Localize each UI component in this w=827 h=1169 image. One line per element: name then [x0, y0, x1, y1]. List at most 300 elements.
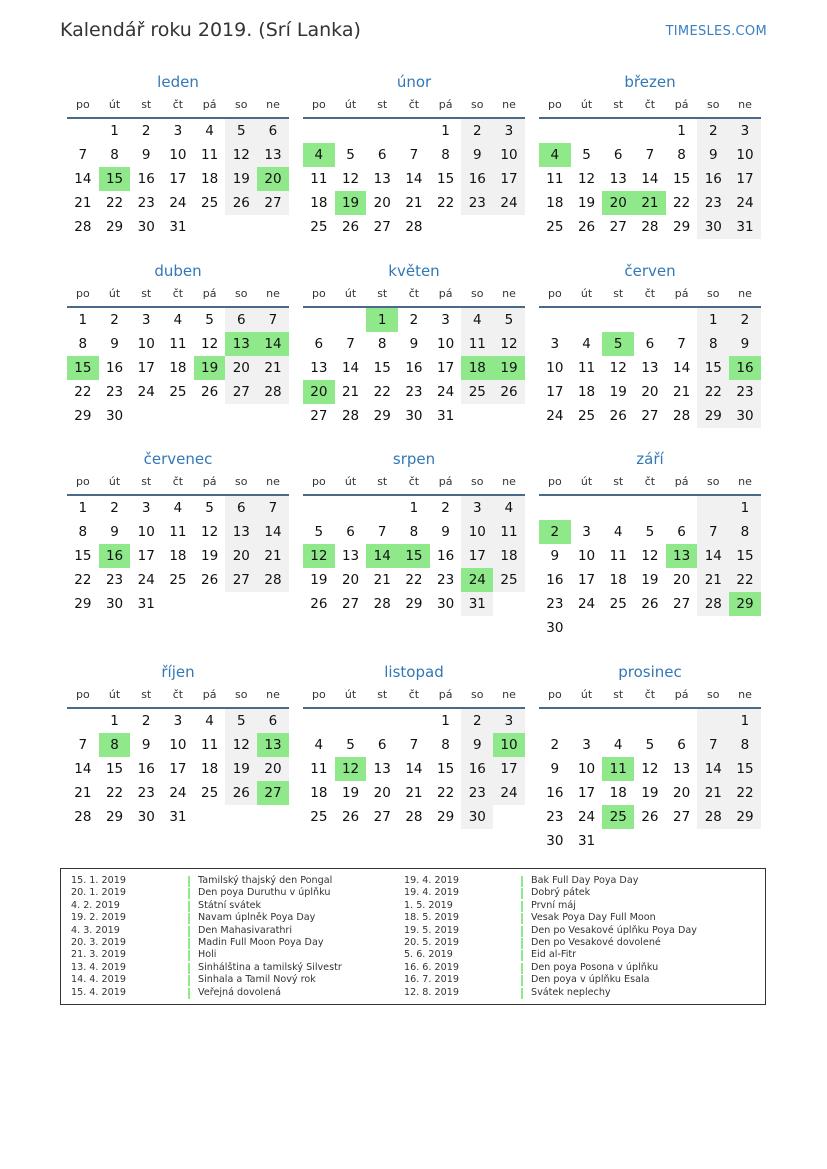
- day-cell[interactable]: 10: [461, 520, 493, 544]
- day-cell[interactable]: 20: [673, 572, 691, 588]
- day-cell[interactable]: 10: [546, 360, 564, 376]
- day-cell[interactable]: 10: [169, 147, 187, 163]
- holiday-day-cell[interactable]: 12: [303, 544, 335, 568]
- day-cell[interactable]: 14: [257, 520, 289, 544]
- day-cell[interactable]: 31: [437, 408, 455, 424]
- day-cell[interactable]: 19: [641, 785, 659, 801]
- day-cell[interactable]: 26: [609, 408, 627, 424]
- day-cell[interactable]: 26: [310, 596, 328, 612]
- day-cell[interactable]: 3: [173, 713, 183, 729]
- day-cell[interactable]: 6: [377, 147, 387, 163]
- day-cell[interactable]: 28: [641, 219, 659, 235]
- day-cell[interactable]: 28: [341, 408, 360, 424]
- day-cell[interactable]: 6: [677, 524, 686, 540]
- day-cell[interactable]: 2: [461, 119, 493, 143]
- day-cell[interactable]: 24: [493, 191, 525, 215]
- day-cell[interactable]: 7: [257, 308, 289, 332]
- day-cell[interactable]: 17: [729, 167, 761, 191]
- day-cell[interactable]: 24: [137, 384, 155, 400]
- day-cell[interactable]: 19: [609, 384, 627, 400]
- day-cell[interactable]: 30: [461, 805, 493, 829]
- day-cell[interactable]: 1: [677, 123, 686, 139]
- day-cell[interactable]: 23: [437, 572, 455, 588]
- day-cell[interactable]: 23: [461, 191, 493, 215]
- day-cell[interactable]: 19: [577, 195, 596, 211]
- day-cell[interactable]: 12: [225, 143, 257, 167]
- day-cell[interactable]: 7: [78, 147, 88, 163]
- day-cell[interactable]: 21: [341, 384, 360, 400]
- day-cell[interactable]: 7: [78, 737, 88, 753]
- day-cell[interactable]: 30: [137, 809, 155, 825]
- day-cell[interactable]: 12: [201, 336, 219, 352]
- day-cell[interactable]: 10: [493, 143, 525, 167]
- day-cell[interactable]: 19: [225, 757, 257, 781]
- day-cell[interactable]: 20: [341, 572, 360, 588]
- holiday-day-cell[interactable]: 18: [461, 356, 493, 380]
- day-cell[interactable]: 6: [645, 336, 655, 352]
- day-cell[interactable]: 6: [257, 709, 289, 733]
- day-cell[interactable]: 24: [169, 195, 187, 211]
- day-cell[interactable]: 1: [78, 312, 88, 328]
- day-cell[interactable]: 18: [577, 384, 596, 400]
- day-cell[interactable]: 6: [314, 336, 324, 352]
- holiday-day-cell[interactable]: 20: [303, 380, 335, 404]
- day-cell[interactable]: 14: [341, 360, 360, 376]
- day-cell[interactable]: 21: [405, 785, 423, 801]
- day-cell[interactable]: 11: [546, 171, 564, 187]
- day-cell[interactable]: 22: [105, 785, 124, 801]
- day-cell[interactable]: 25: [169, 384, 187, 400]
- day-cell[interactable]: 21: [697, 568, 729, 592]
- day-cell[interactable]: 15: [729, 544, 761, 568]
- holiday-day-cell[interactable]: 15: [398, 544, 430, 568]
- day-cell[interactable]: 18: [201, 171, 219, 187]
- day-cell[interactable]: 14: [641, 171, 659, 187]
- day-cell[interactable]: 28: [373, 596, 391, 612]
- day-cell[interactable]: 30: [437, 596, 455, 612]
- day-cell[interactable]: 25: [577, 408, 596, 424]
- day-cell[interactable]: 10: [577, 548, 596, 564]
- day-cell[interactable]: 9: [110, 524, 119, 540]
- holiday-day-cell[interactable]: 14: [257, 332, 289, 356]
- day-cell[interactable]: 3: [461, 496, 493, 520]
- day-cell[interactable]: 18: [169, 548, 187, 564]
- day-cell[interactable]: 31: [169, 219, 187, 235]
- day-cell[interactable]: 8: [729, 520, 761, 544]
- day-cell[interactable]: 1: [409, 500, 419, 516]
- day-cell[interactable]: 24: [137, 572, 155, 588]
- day-cell[interactable]: 8: [697, 332, 729, 356]
- day-cell[interactable]: 28: [697, 805, 729, 829]
- day-cell[interactable]: 4: [613, 524, 623, 540]
- day-cell[interactable]: 16: [137, 761, 155, 777]
- day-cell[interactable]: 26: [641, 809, 659, 825]
- day-cell[interactable]: 18: [546, 195, 564, 211]
- day-cell[interactable]: 16: [546, 785, 564, 801]
- day-cell[interactable]: 30: [137, 219, 155, 235]
- day-cell[interactable]: 20: [673, 785, 691, 801]
- day-cell[interactable]: 23: [105, 384, 124, 400]
- day-cell[interactable]: 10: [137, 336, 155, 352]
- day-cell[interactable]: 27: [373, 219, 391, 235]
- day-cell[interactable]: 27: [641, 408, 659, 424]
- day-cell[interactable]: 17: [169, 171, 187, 187]
- day-cell[interactable]: 25: [310, 219, 328, 235]
- day-cell[interactable]: 25: [201, 785, 219, 801]
- day-cell[interactable]: 17: [461, 544, 493, 568]
- holiday-day-cell[interactable]: 4: [539, 143, 571, 167]
- day-cell[interactable]: 12: [201, 524, 219, 540]
- day-cell[interactable]: 6: [613, 147, 623, 163]
- holiday-day-cell[interactable]: 16: [729, 356, 761, 380]
- day-cell[interactable]: 17: [137, 548, 155, 564]
- day-cell[interactable]: 30: [105, 596, 124, 612]
- day-cell[interactable]: 11: [577, 360, 596, 376]
- day-cell[interactable]: 25: [201, 195, 219, 211]
- day-cell[interactable]: 6: [225, 308, 257, 332]
- day-cell[interactable]: 29: [105, 219, 124, 235]
- day-cell[interactable]: 18: [609, 785, 627, 801]
- day-cell[interactable]: 2: [729, 308, 761, 332]
- day-cell[interactable]: 10: [169, 737, 187, 753]
- day-cell[interactable]: 27: [609, 219, 627, 235]
- day-cell[interactable]: 3: [582, 737, 591, 753]
- day-cell[interactable]: 2: [141, 713, 151, 729]
- day-cell[interactable]: 11: [169, 336, 187, 352]
- day-cell[interactable]: 11: [609, 548, 627, 564]
- day-cell[interactable]: 17: [577, 572, 596, 588]
- day-cell[interactable]: 20: [225, 544, 257, 568]
- day-cell[interactable]: 22: [697, 380, 729, 404]
- day-cell[interactable]: 22: [437, 785, 455, 801]
- day-cell[interactable]: 30: [697, 215, 729, 239]
- day-cell[interactable]: 2: [110, 500, 119, 516]
- day-cell[interactable]: 5: [645, 524, 655, 540]
- day-cell[interactable]: 9: [461, 143, 493, 167]
- day-cell[interactable]: 23: [697, 191, 729, 215]
- holiday-day-cell[interactable]: 5: [602, 332, 634, 356]
- day-cell[interactable]: 29: [74, 596, 92, 612]
- holiday-day-cell[interactable]: 16: [99, 544, 131, 568]
- day-cell[interactable]: 1: [441, 123, 450, 139]
- day-cell[interactable]: 12: [577, 171, 596, 187]
- day-cell[interactable]: 1: [729, 496, 761, 520]
- day-cell[interactable]: 2: [409, 312, 419, 328]
- holiday-day-cell[interactable]: 19: [493, 356, 525, 380]
- day-cell[interactable]: 15: [729, 757, 761, 781]
- day-cell[interactable]: 23: [405, 384, 423, 400]
- day-cell[interactable]: 29: [437, 809, 455, 825]
- day-cell[interactable]: 6: [346, 524, 355, 540]
- day-cell[interactable]: 23: [546, 809, 564, 825]
- day-cell[interactable]: 30: [546, 620, 564, 636]
- day-cell[interactable]: 19: [201, 548, 219, 564]
- day-cell[interactable]: 22: [729, 781, 761, 805]
- day-cell[interactable]: 2: [697, 119, 729, 143]
- day-cell[interactable]: 15: [437, 171, 455, 187]
- day-cell[interactable]: 5: [225, 119, 257, 143]
- day-cell[interactable]: 6: [225, 496, 257, 520]
- day-cell[interactable]: 20: [641, 384, 659, 400]
- day-cell[interactable]: 26: [493, 380, 525, 404]
- day-cell[interactable]: 28: [257, 380, 289, 404]
- day-cell[interactable]: 4: [205, 713, 214, 729]
- day-cell[interactable]: 22: [405, 572, 423, 588]
- day-cell[interactable]: 27: [373, 809, 391, 825]
- day-cell[interactable]: 21: [373, 572, 391, 588]
- day-cell[interactable]: 24: [169, 785, 187, 801]
- day-cell[interactable]: 8: [677, 147, 686, 163]
- day-cell[interactable]: 13: [373, 761, 391, 777]
- day-cell[interactable]: 1: [110, 713, 119, 729]
- holiday-day-cell[interactable]: 14: [366, 544, 398, 568]
- day-cell[interactable]: 25: [493, 568, 525, 592]
- day-cell[interactable]: 12: [341, 171, 360, 187]
- day-cell[interactable]: 9: [461, 733, 493, 757]
- day-cell[interactable]: 28: [697, 592, 729, 616]
- day-cell[interactable]: 11: [169, 524, 187, 540]
- holiday-day-cell[interactable]: 8: [99, 733, 131, 757]
- day-cell[interactable]: 9: [729, 332, 761, 356]
- day-cell[interactable]: 11: [201, 147, 219, 163]
- day-cell[interactable]: 17: [169, 761, 187, 777]
- day-cell[interactable]: 22: [673, 195, 691, 211]
- day-cell[interactable]: 7: [697, 520, 729, 544]
- day-cell[interactable]: 17: [437, 360, 455, 376]
- day-cell[interactable]: 4: [582, 336, 591, 352]
- day-cell[interactable]: 15: [673, 171, 691, 187]
- day-cell[interactable]: 28: [405, 219, 423, 235]
- day-cell[interactable]: 2: [441, 500, 450, 516]
- day-cell[interactable]: 2: [461, 709, 493, 733]
- day-cell[interactable]: 11: [461, 332, 493, 356]
- day-cell[interactable]: 25: [461, 380, 493, 404]
- day-cell[interactable]: 5: [205, 500, 214, 516]
- day-cell[interactable]: 18: [201, 761, 219, 777]
- day-cell[interactable]: 29: [673, 219, 691, 235]
- holiday-day-cell[interactable]: 20: [257, 167, 289, 191]
- day-cell[interactable]: 24: [577, 809, 596, 825]
- day-cell[interactable]: 22: [74, 572, 92, 588]
- day-cell[interactable]: 11: [493, 520, 525, 544]
- day-cell[interactable]: 3: [582, 524, 591, 540]
- holiday-day-cell[interactable]: 15: [67, 356, 99, 380]
- day-cell[interactable]: 13: [310, 360, 328, 376]
- day-cell[interactable]: 18: [609, 572, 627, 588]
- holiday-day-cell[interactable]: 27: [257, 781, 289, 805]
- day-cell[interactable]: 21: [405, 195, 423, 211]
- day-cell[interactable]: 13: [641, 360, 659, 376]
- day-cell[interactable]: 15: [437, 761, 455, 777]
- brand-logo[interactable]: TIMESLES.COM: [665, 24, 767, 39]
- day-cell[interactable]: 26: [201, 384, 219, 400]
- holiday-day-cell[interactable]: 12: [335, 757, 367, 781]
- day-cell[interactable]: 16: [546, 572, 564, 588]
- holiday-day-cell[interactable]: 19: [194, 356, 226, 380]
- day-cell[interactable]: 14: [74, 761, 92, 777]
- day-cell[interactable]: 7: [677, 336, 686, 352]
- day-cell[interactable]: 16: [405, 360, 423, 376]
- day-cell[interactable]: 25: [546, 219, 564, 235]
- day-cell[interactable]: 8: [441, 147, 450, 163]
- day-cell[interactable]: 22: [437, 195, 455, 211]
- day-cell[interactable]: 16: [137, 171, 155, 187]
- day-cell[interactable]: 13: [225, 520, 257, 544]
- day-cell[interactable]: 4: [613, 737, 623, 753]
- day-cell[interactable]: 23: [105, 572, 124, 588]
- day-cell[interactable]: 10: [729, 143, 761, 167]
- day-cell[interactable]: 8: [110, 147, 119, 163]
- holiday-day-cell[interactable]: 13: [225, 332, 257, 356]
- day-cell[interactable]: 31: [137, 596, 155, 612]
- day-cell[interactable]: 7: [645, 147, 655, 163]
- day-cell[interactable]: 12: [641, 548, 659, 564]
- holiday-day-cell[interactable]: 21: [634, 191, 666, 215]
- day-cell[interactable]: 20: [373, 195, 391, 211]
- day-cell[interactable]: 9: [409, 336, 419, 352]
- day-cell[interactable]: 29: [405, 596, 423, 612]
- day-cell[interactable]: 19: [310, 572, 328, 588]
- day-cell[interactable]: 27: [341, 596, 360, 612]
- day-cell[interactable]: 3: [441, 312, 450, 328]
- day-cell[interactable]: 5: [645, 737, 655, 753]
- day-cell[interactable]: 18: [493, 544, 525, 568]
- day-cell[interactable]: 7: [409, 737, 419, 753]
- holiday-day-cell[interactable]: 24: [461, 568, 493, 592]
- day-cell[interactable]: 5: [314, 524, 324, 540]
- day-cell[interactable]: 11: [310, 761, 328, 777]
- day-cell[interactable]: 13: [609, 171, 627, 187]
- day-cell[interactable]: 29: [373, 408, 391, 424]
- day-cell[interactable]: 4: [493, 496, 525, 520]
- day-cell[interactable]: 1: [78, 500, 88, 516]
- day-cell[interactable]: 14: [673, 360, 691, 376]
- holiday-day-cell[interactable]: 10: [493, 733, 525, 757]
- day-cell[interactable]: 18: [310, 195, 328, 211]
- holiday-day-cell[interactable]: 4: [303, 143, 335, 167]
- day-cell[interactable]: 27: [310, 408, 328, 424]
- day-cell[interactable]: 23: [137, 195, 155, 211]
- day-cell[interactable]: 20: [373, 785, 391, 801]
- day-cell[interactable]: 7: [697, 733, 729, 757]
- day-cell[interactable]: 26: [577, 219, 596, 235]
- day-cell[interactable]: 8: [729, 733, 761, 757]
- day-cell[interactable]: 14: [74, 171, 92, 187]
- day-cell[interactable]: 23: [137, 785, 155, 801]
- day-cell[interactable]: 9: [697, 143, 729, 167]
- day-cell[interactable]: 4: [173, 312, 183, 328]
- day-cell[interactable]: 19: [225, 167, 257, 191]
- day-cell[interactable]: 22: [105, 195, 124, 211]
- day-cell[interactable]: 30: [405, 408, 423, 424]
- day-cell[interactable]: 5: [346, 147, 355, 163]
- day-cell[interactable]: 10: [137, 524, 155, 540]
- day-cell[interactable]: 3: [141, 312, 151, 328]
- holiday-day-cell[interactable]: 15: [99, 167, 131, 191]
- day-cell[interactable]: 21: [74, 195, 92, 211]
- holiday-day-cell[interactable]: 20: [602, 191, 634, 215]
- day-cell[interactable]: 23: [461, 781, 493, 805]
- day-cell[interactable]: 15: [74, 548, 92, 564]
- day-cell[interactable]: 26: [341, 219, 360, 235]
- day-cell[interactable]: 17: [493, 167, 525, 191]
- day-cell[interactable]: 12: [641, 761, 659, 777]
- day-cell[interactable]: 31: [461, 592, 493, 616]
- day-cell[interactable]: 27: [225, 568, 257, 592]
- holiday-day-cell[interactable]: 13: [257, 733, 289, 757]
- day-cell[interactable]: 14: [405, 171, 423, 187]
- day-cell[interactable]: 27: [673, 809, 691, 825]
- day-cell[interactable]: 17: [577, 785, 596, 801]
- day-cell[interactable]: 31: [577, 833, 596, 849]
- holiday-day-cell[interactable]: 19: [335, 191, 367, 215]
- day-cell[interactable]: 18: [169, 360, 187, 376]
- day-cell[interactable]: 28: [74, 219, 92, 235]
- day-cell[interactable]: 3: [173, 123, 183, 139]
- day-cell[interactable]: 4: [461, 308, 493, 332]
- day-cell[interactable]: 3: [493, 119, 525, 143]
- day-cell[interactable]: 27: [225, 380, 257, 404]
- day-cell[interactable]: 7: [409, 147, 419, 163]
- day-cell[interactable]: 1: [697, 308, 729, 332]
- day-cell[interactable]: 11: [201, 737, 219, 753]
- day-cell[interactable]: 14: [697, 544, 729, 568]
- day-cell[interactable]: 29: [74, 408, 92, 424]
- day-cell[interactable]: 22: [729, 568, 761, 592]
- day-cell[interactable]: 6: [377, 737, 387, 753]
- day-cell[interactable]: 8: [441, 737, 450, 753]
- day-cell[interactable]: 8: [377, 336, 387, 352]
- day-cell[interactable]: 30: [546, 833, 564, 849]
- day-cell[interactable]: 8: [409, 524, 419, 540]
- holiday-day-cell[interactable]: 1: [366, 308, 398, 332]
- day-cell[interactable]: 21: [257, 356, 289, 380]
- day-cell[interactable]: 25: [169, 572, 187, 588]
- day-cell[interactable]: 23: [546, 596, 564, 612]
- day-cell[interactable]: 9: [110, 336, 119, 352]
- day-cell[interactable]: 8: [78, 524, 88, 540]
- day-cell[interactable]: 13: [257, 143, 289, 167]
- day-cell[interactable]: 21: [673, 384, 691, 400]
- day-cell[interactable]: 6: [257, 119, 289, 143]
- day-cell[interactable]: 16: [697, 167, 729, 191]
- day-cell[interactable]: 24: [437, 384, 455, 400]
- day-cell[interactable]: 26: [341, 809, 360, 825]
- day-cell[interactable]: 21: [74, 785, 92, 801]
- day-cell[interactable]: 30: [729, 404, 761, 428]
- day-cell[interactable]: 16: [461, 757, 493, 781]
- day-cell[interactable]: 24: [577, 596, 596, 612]
- day-cell[interactable]: 4: [314, 737, 324, 753]
- day-cell[interactable]: 13: [373, 171, 391, 187]
- day-cell[interactable]: 12: [609, 360, 627, 376]
- day-cell[interactable]: 3: [550, 336, 560, 352]
- day-cell[interactable]: 25: [310, 809, 328, 825]
- day-cell[interactable]: 30: [105, 408, 124, 424]
- day-cell[interactable]: 13: [341, 548, 360, 564]
- day-cell[interactable]: 19: [641, 572, 659, 588]
- day-cell[interactable]: 5: [493, 308, 525, 332]
- day-cell[interactable]: 22: [373, 384, 391, 400]
- day-cell[interactable]: 17: [546, 384, 564, 400]
- day-cell[interactable]: 9: [441, 524, 450, 540]
- day-cell[interactable]: 9: [141, 147, 151, 163]
- holiday-day-cell[interactable]: 29: [729, 592, 761, 616]
- day-cell[interactable]: 11: [310, 171, 328, 187]
- day-cell[interactable]: 31: [729, 215, 761, 239]
- day-cell[interactable]: 26: [225, 781, 257, 805]
- day-cell[interactable]: 10: [577, 761, 596, 777]
